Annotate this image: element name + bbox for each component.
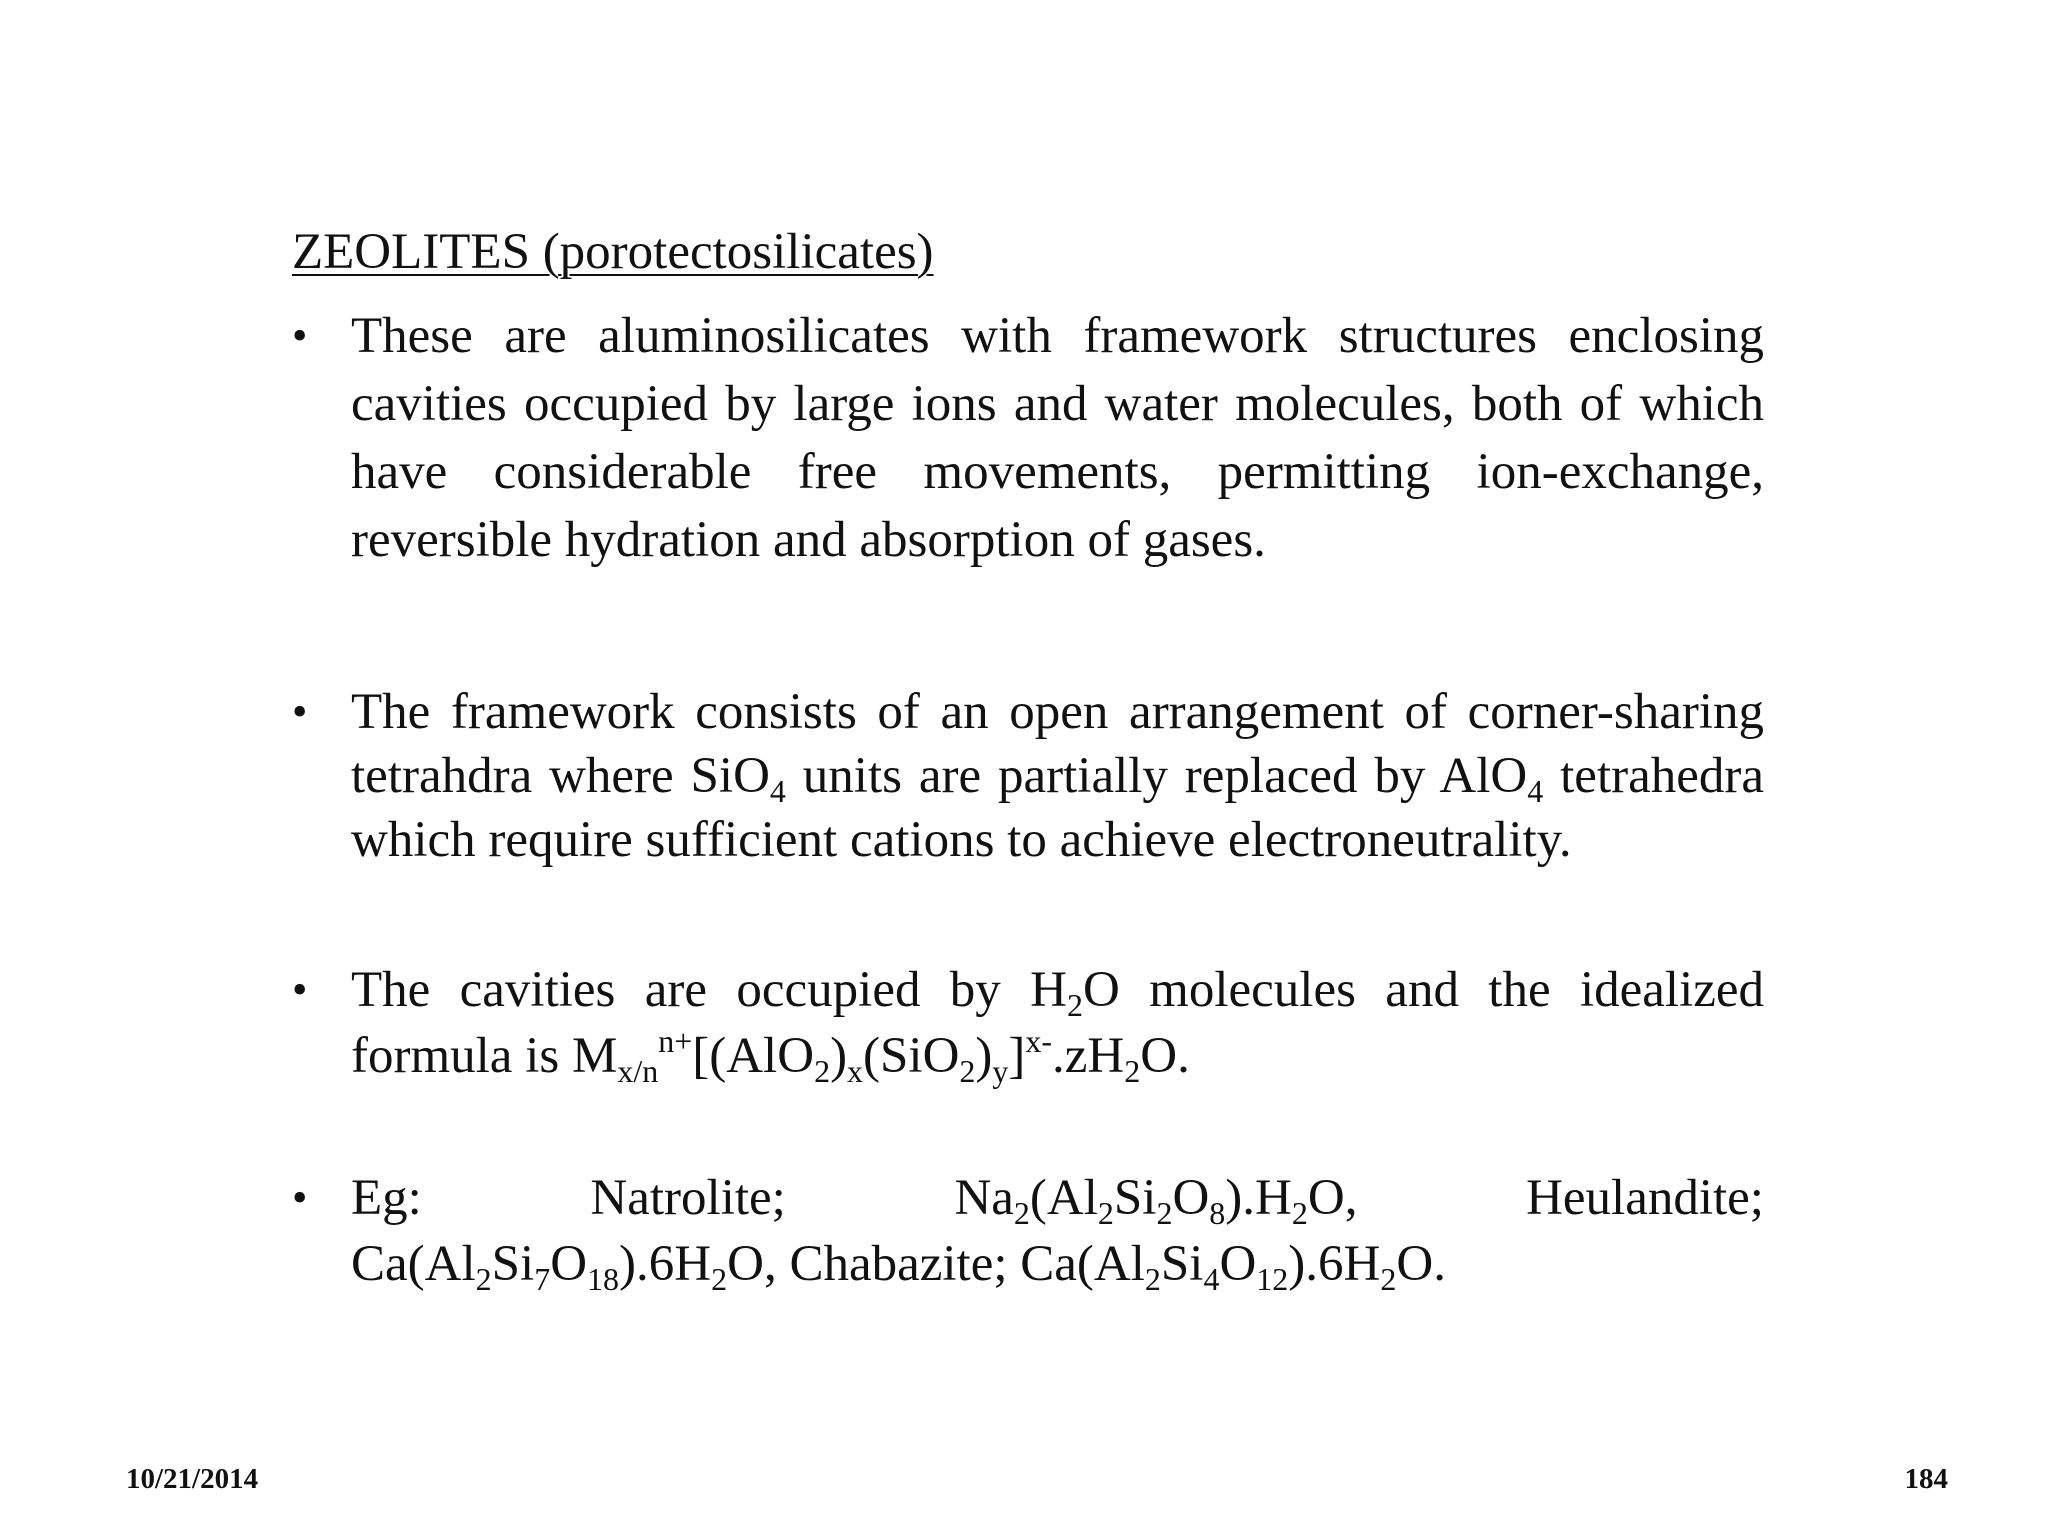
bullet-text-2 [351,680,1764,872]
page-number: 184 [1904,1463,1948,1495]
text-run: Si [491,1236,535,1292]
subscript: 2 [814,1053,831,1089]
text-run: [(AlO [692,1028,815,1084]
text-run: ] [1008,1028,1026,1084]
text-run: The cavities are occupied by H [351,962,1067,1018]
subscript: 2 [1156,1195,1173,1231]
superscript: x- [1025,1023,1053,1059]
subscript: 7 [534,1261,551,1297]
natrolite-formula [954,1165,1357,1231]
subscript: 2 [1144,1261,1161,1297]
bullet-dot: • [292,965,308,1014]
subscript: 2 [1013,1195,1030,1231]
bullet-item-1 [292,302,1764,574]
text-run: O [1172,1170,1210,1226]
heulandite-label: Heulandite; [1526,1170,1764,1226]
subscript: 2 [1124,1053,1141,1089]
subscript: 2 [1380,1261,1397,1297]
subscript: 2 [711,1261,728,1297]
examples-label: Eg: [351,1170,422,1226]
subscript: x/n [617,1053,659,1089]
footer-date: 10/21/2014 [126,1463,259,1495]
slide-title: ZEOLITES (porotectosilicates) [292,224,934,280]
text-run: (Al [1029,1170,1098,1226]
bullet-dot: • [292,1173,308,1222]
text-run: O, [1307,1170,1358,1226]
text-run: O. [1396,1236,1446,1292]
text-run: O. [1140,1028,1190,1084]
text-run: O [550,1236,588,1292]
subscript: 2 [959,1053,976,1089]
bullet-dot: • [292,687,308,736]
bullet-text-3 [351,957,1764,1089]
subscript: 4 [1203,1261,1220,1297]
bullet-text-1: These are aluminosilicates with framework structures enclosing cavities occupied by large ions and water molecules, both of which have considerable free movements, permitting ion-exchange, reversible hydration and absorption of gases. [351,308,1764,568]
subscript: 4 [1527,773,1544,809]
text-run: ) [975,1028,993,1084]
text-run: (SiO [863,1028,960,1084]
subscript: 2 [1067,987,1083,1023]
text-run: ).H [1225,1170,1292,1226]
text-run: O, Chabazite; Ca(Al [727,1236,1145,1292]
examples-line-2 [351,1231,1764,1297]
subscript: 2 [1291,1195,1308,1231]
text-run: ) [830,1028,848,1084]
bullet-item-3 [292,957,1764,1089]
examples-line-1 [351,1165,1764,1231]
text-run: O [1219,1236,1257,1292]
text-run: Na [954,1170,1014,1226]
text-run: ).6H [619,1236,712,1292]
bullet-dot: • [292,311,308,360]
bullet-item-4 [292,1165,1764,1297]
subscript: 8 [1209,1195,1226,1231]
text-run: O molecules and the idealized formula is M [351,962,1765,1084]
subscript: 12 [1256,1261,1289,1297]
natrolite-label: Natrolite; [590,1170,786,1226]
text-run: Si [1160,1236,1204,1292]
text-run: Ca(Al [351,1236,476,1292]
subscript: 18 [587,1261,620,1297]
superscript: n+ [658,1023,693,1059]
subscript: x [847,1053,864,1089]
bullet-item-2 [292,680,1764,872]
subscript: y [992,1053,1009,1089]
text-run: tetrahedra which require sufficient cations to achieve electroneutrality. [351,748,1764,868]
text-run: The framework consists of an open arrangement of corner-sharing tetrahdra where SiO [351,684,1764,804]
text-run: units are partially replaced by AlO [785,748,1528,804]
text-run: ).6H [1288,1236,1381,1292]
subscript: 4 [769,773,786,809]
subscript: 2 [1097,1195,1114,1231]
text-run: .zH [1052,1028,1125,1084]
bullet-text-4 [351,1165,1764,1297]
subscript: 2 [475,1261,492,1297]
text-run: Si [1113,1170,1157,1226]
